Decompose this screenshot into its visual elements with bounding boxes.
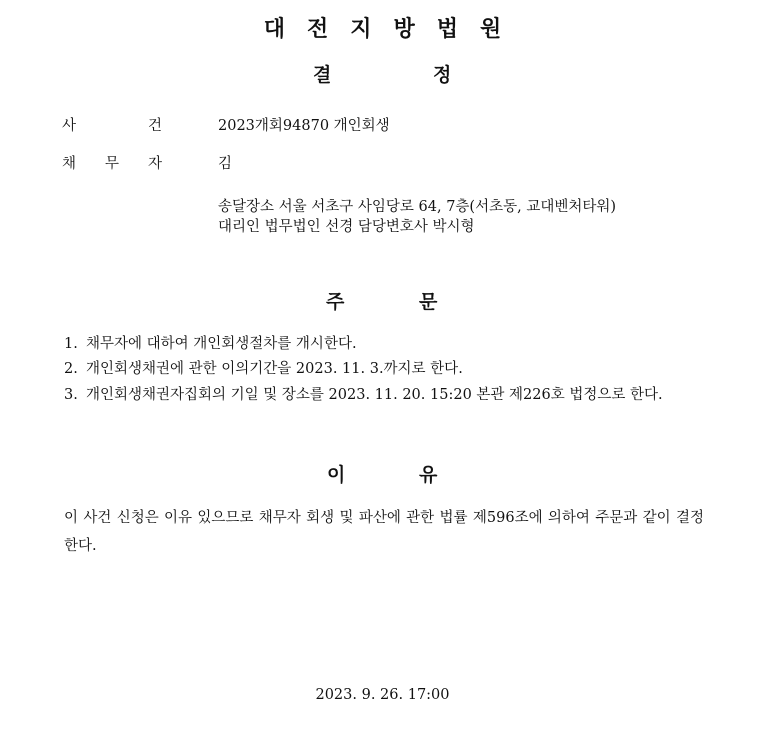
debtor-label-char: 자 (147, 156, 162, 172)
order-heading-char-2: 문 (419, 291, 438, 313)
order-heading-char-1: 주 (326, 291, 345, 313)
debtor-label (62, 152, 162, 173)
order-item-text: 채무자에 대하여 개인회생절차를 개시한다. (86, 336, 357, 352)
debtor-label-char: 채 (62, 156, 77, 172)
reason-text: 이 사건 신청은 이유 있으므로 채무자 회생 및 파산에 관한 법률 제596조에 의하여 주문과 같이 결정한다. (64, 510, 704, 554)
order-item-text: 개인회생채권자집회의 기일 및 장소를 2023. 11. 20. 15:20 본관 제226호 법정으로 한다. (86, 387, 663, 403)
order-item-number: 3. (64, 387, 78, 403)
order-item (64, 331, 704, 357)
debtor-name: 김 (218, 156, 233, 172)
order-item-number: 2. (64, 361, 78, 377)
order-item (64, 382, 704, 408)
service-address: 송달장소 서울 서초구 사임당로 64, 7층(서초동, 교대벤처타워) (218, 199, 617, 215)
case-number: 2023개회94870 개인회생 (218, 118, 390, 134)
debtor-label-char: 무 (104, 156, 119, 172)
reason-heading-char-2: 유 (419, 464, 438, 486)
order-item-number: 1. (64, 336, 78, 352)
case-label-char: 사 (62, 118, 77, 134)
case-label (62, 114, 162, 135)
case-label-char: 건 (147, 118, 162, 134)
doc-type-char-2: 정 (433, 64, 452, 86)
order-item-text: 개인회생채권에 관한 이의기간을 2023. 11. 3.까지로 한다. (86, 361, 463, 377)
reason-heading-char-1: 이 (327, 464, 346, 486)
doc-type-char-1: 결 (313, 64, 332, 86)
court-name: 대전지방법원 (263, 17, 524, 42)
legal-agent: 대리인 법무법인 선경 담당변호사 박시형 (218, 219, 475, 235)
order-item (64, 356, 704, 382)
decision-date: 2023. 9. 26. 17:00 (315, 687, 450, 703)
